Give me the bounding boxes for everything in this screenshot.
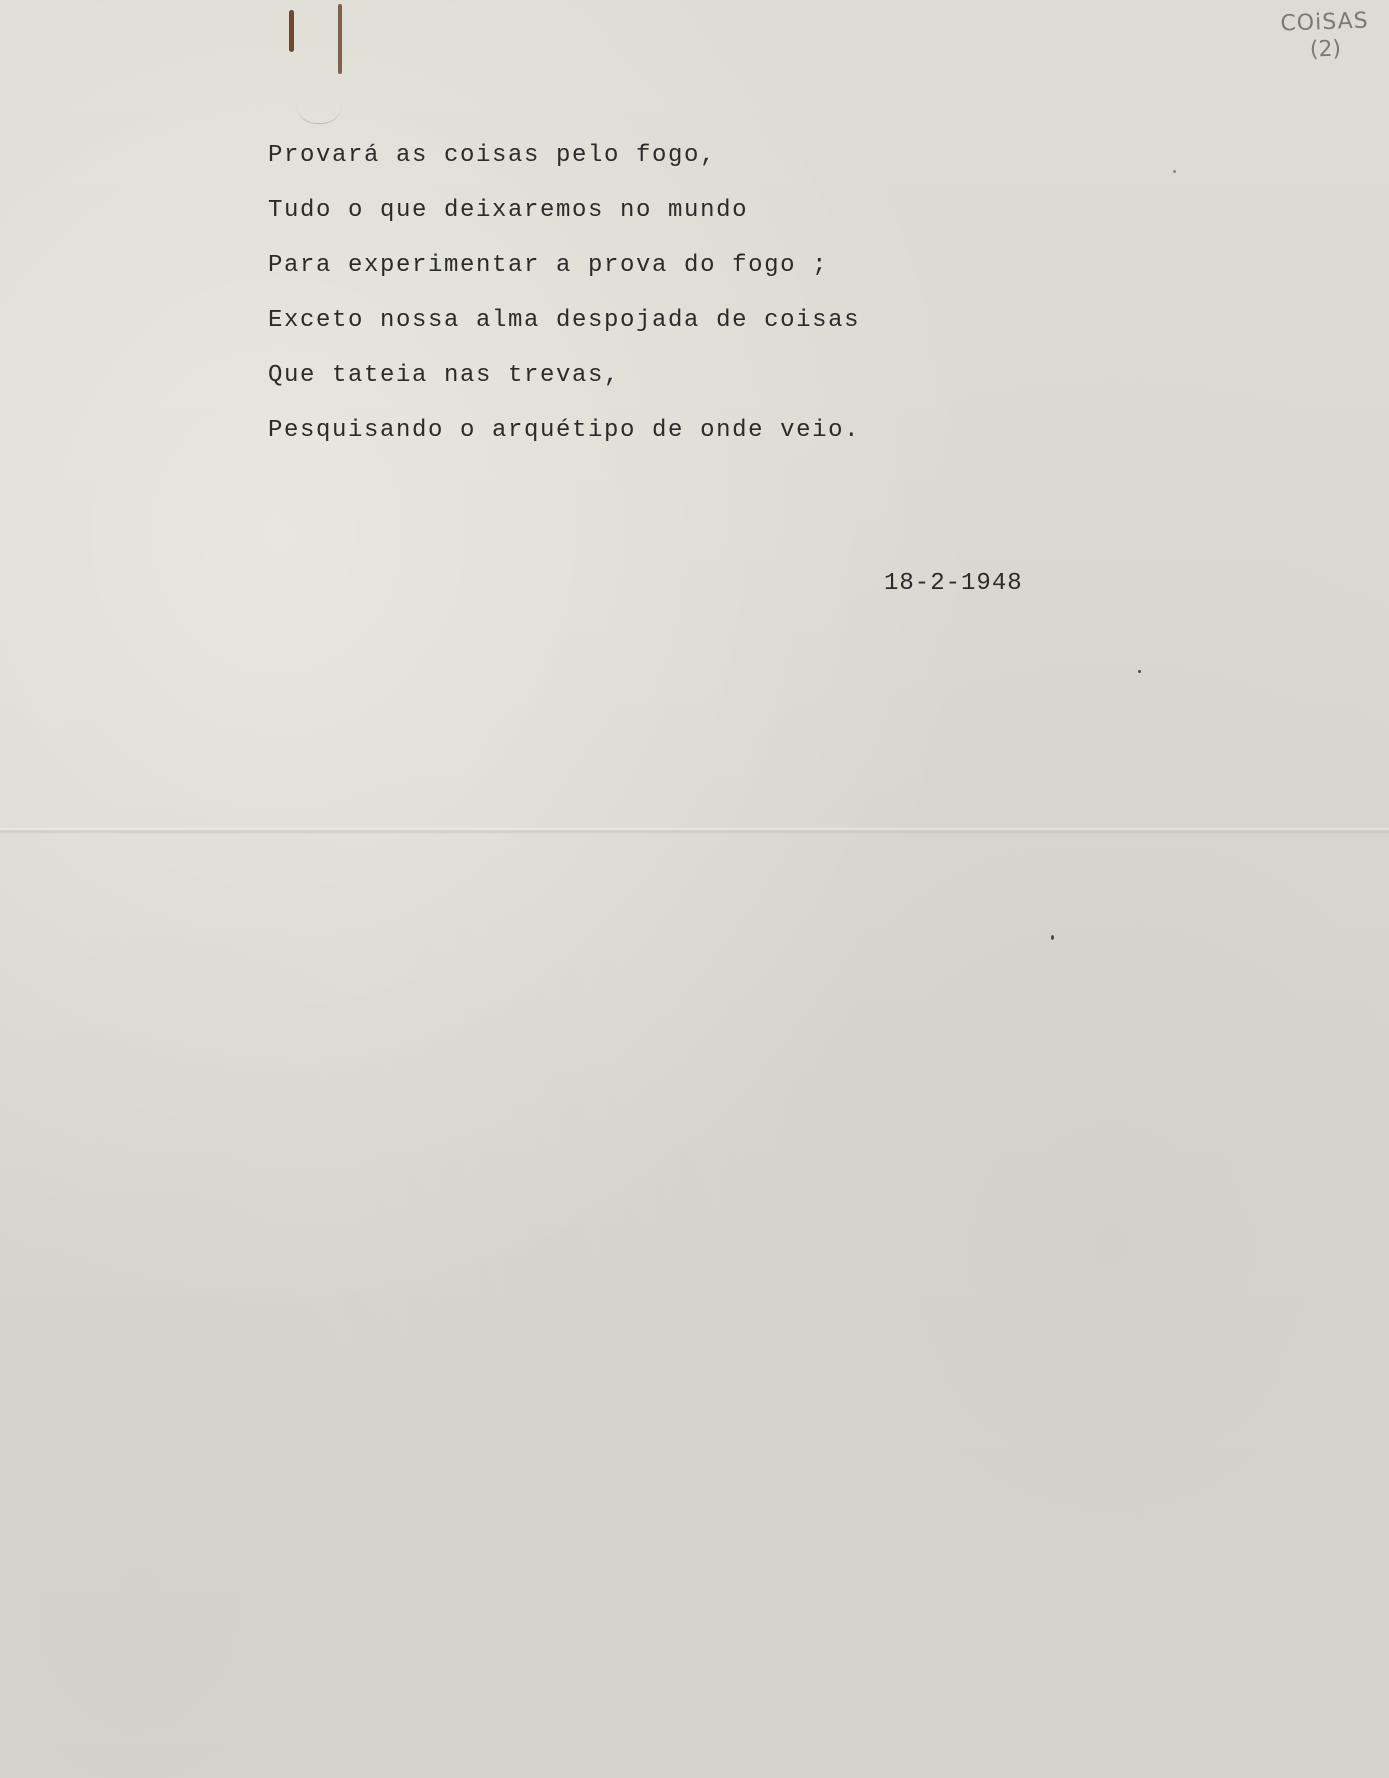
poem-line: Provará as coisas pelo fogo, xyxy=(268,142,717,169)
ink-speck xyxy=(1051,935,1054,940)
document-date: 18-2-1948 xyxy=(884,570,1023,597)
annotation-title: COiSAS xyxy=(1280,8,1370,37)
poem-text xyxy=(268,128,860,458)
handwritten-annotation xyxy=(1269,8,1381,64)
rust-stain-mark xyxy=(338,4,342,74)
poem-line: Exceto nossa alma despojada de coisas xyxy=(268,307,861,334)
poem-line: Para experimentar a prova do fogo ; xyxy=(268,252,829,279)
paperclip-impression xyxy=(296,95,342,124)
paper-fold-line xyxy=(0,828,1389,834)
annotation-number: (2) xyxy=(1309,36,1342,63)
poem-line: Que tateia nas trevas, xyxy=(268,362,621,389)
poem-line: Tudo o que deixaremos no mundo xyxy=(268,197,749,224)
poem-line: Pesquisando o arquétipo de onde veio. xyxy=(268,417,861,444)
rust-stain-mark xyxy=(289,10,294,52)
ink-speck xyxy=(1173,170,1176,173)
ink-speck xyxy=(1138,670,1141,673)
